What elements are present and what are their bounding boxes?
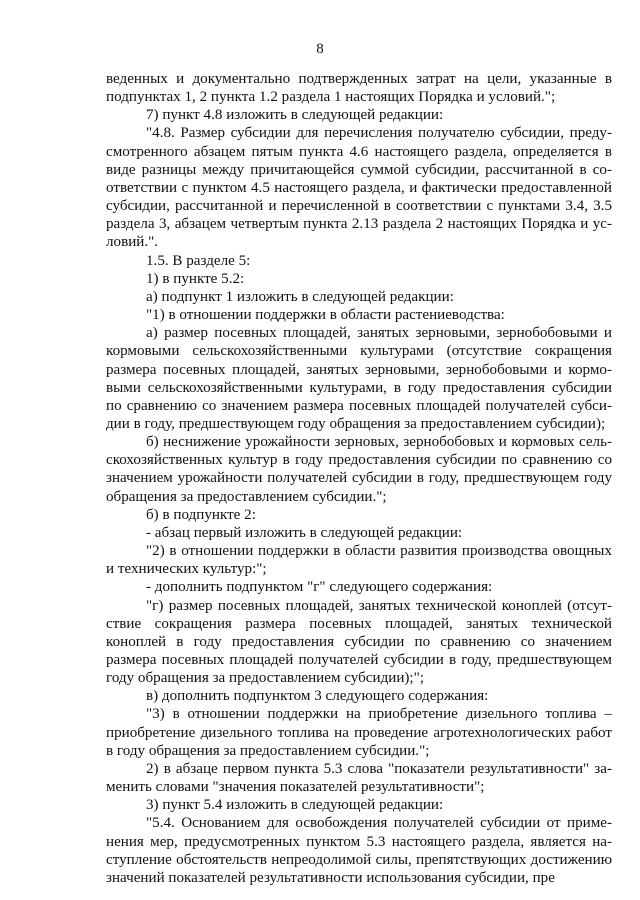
- paragraph-item-3: 3) пункт 5.4 изложить в следующей редакции:: [146, 797, 444, 814]
- paragraph-quote-5-4: "5.4. Основанием для освобождения получателей субсидии от применения мер, предусмотренных пунктом 5.3 настоящего раздела, является наступление обстоятельств непреодолимой силы, препятствующих достижению значений показателей результативности использования субсидии, пре: [106, 815, 612, 886]
- paragraph-quote-4-8: "4.8. Размер субсидии для перечисления получателю субсидии, предусмотренного абзацем пятым пункта 4.6 настоящего раздела, определяется в виде разницы между причитающейся суммой субсидии, рассчитанной в соответствии с пунктом 4.5 настоящего раздела, и фактически предоставленной субсидии, рассчитанной и перечисленной в соответствии с пунктами 3.4, 3.5 раздела 3, абзацем четвертым пункта 2.13 раздела 2 настоящих Порядка и условий.".: [106, 125, 612, 251]
- paragraph-subitem-a: а) подпункт 1 изложить в следующей редакции:: [146, 288, 454, 305]
- paragraph-item-1: 1) в пункте 5.2:: [146, 270, 245, 287]
- paragraph-continuation: веденных и документально подтвержденных затрат на цели, указанные в подпунктах 1, 2 пункта 1.2 раздела 1 настоящих Порядка и условий.";: [106, 71, 612, 106]
- document-body: [106, 70, 612, 887]
- paragraph-item-7: 7) пункт 4.8 изложить в следующей редакции:: [146, 107, 444, 124]
- paragraph-crop-yield: б) неснижение урожайности зерновых, зернобобовых и кормовых сельскохозяйственных культур в году предоставления субсидии по сравнению со значением урожайности получателей субсидии в году, предшествующем году обращения за предоставлением субсидии.";: [106, 434, 612, 505]
- paragraph-quote-vegetables: "2) в отношении поддержки в области развития производства овощных и технических культур:";: [106, 543, 612, 578]
- paragraph-dash-add-g: - дополнить подпунктом "г" следующего содержания:: [146, 579, 493, 596]
- paragraph-quote-hemp: "г) размер посевных площадей, занятых технической коноплей (отсутствие сокращения размера посевных площадей, занятых технической коноплей в году предоставления субсидии по сравнению со значением размера посевных площадей получателей субсидии в году, предшествующем году обращения за предоставлением субсидии);";: [106, 597, 612, 687]
- paragraph-item-2: 2) в абзаце первом пункта 5.3 слова "показатели результативности" заменить словами "значения показателей результативности";: [106, 760, 612, 796]
- paragraph-subitem-b: б) в подпункте 2:: [146, 506, 256, 523]
- paragraph-section-1-5: 1.5. В разделе 5:: [146, 252, 251, 269]
- page-number: 8: [316, 41, 324, 57]
- paragraph-dash-first-abzac: - абзац первый изложить в следующей редакции:: [146, 524, 463, 541]
- paragraph-crop-area: а) размер посевных площадей, занятых зерновыми, зернобобовыми и кормовыми сельскохозяйственными культурами (отсутствие сокращения размера посевных площадей, занятых зерновыми, зернобобовыми и кормовыми сельскохозяйственными культурами, в году предоставления субсидии по сравнению со значением размера посевных площадей получателей субсидии в году, предшествующем году обращения за предоставлением субсидии);: [106, 325, 612, 432]
- paragraph-quote-diesel: "3) в отношении поддержки на приобретение дизельного топлива – приобретение дизельного топлива на проведение агротехнологических работ в году обращения за предоставлением субсидии.";: [106, 706, 612, 759]
- paragraph-quote-crop-support: "1) в отношении поддержки в области растениеводства:: [146, 307, 505, 324]
- paragraph-subitem-v: в) дополнить подпунктом 3 следующего содержания:: [146, 688, 489, 705]
